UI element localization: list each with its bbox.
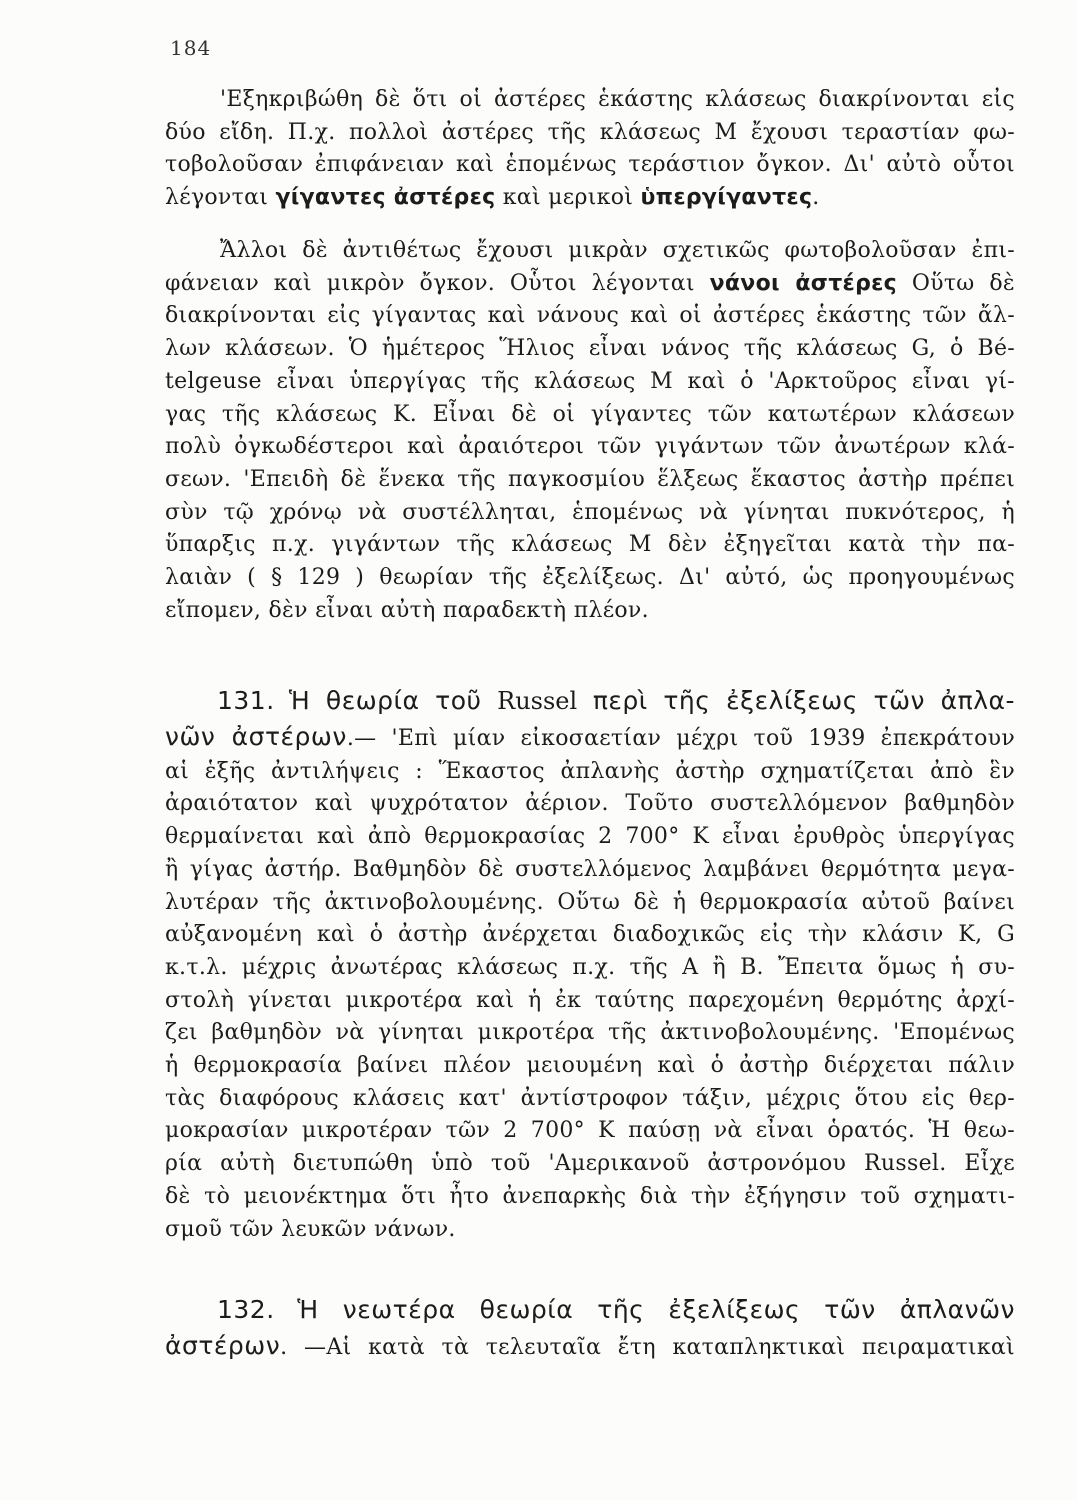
text-line: telgeuse εἶναι ὑπεργίγας τῆς κλάσεως Μ καὶ ὁ 'Αρκτοῦρος εἶναι γί- — [165, 368, 1015, 394]
text-line: τὰς διαφόρους κλάσεις κατ' ἀντίστροφον τάξιν, μέχρις ὅτου εἰς θερ- — [165, 1085, 1015, 1111]
section-heading — [165, 683, 1015, 721]
text-line: σμοῦ τῶν λευκῶν νάνων. — [165, 1216, 456, 1242]
heading-text: ἀστέρων — [165, 1331, 281, 1360]
text-line — [165, 182, 1015, 215]
text-line: κ.τ.λ. μέχρις ἀνωτέρας κλάσεως π.χ. τῆς Α ἢ Β. Ἔπειτα ὅμως ἡ συ- — [165, 954, 1015, 980]
text-line: δὲ τὸ μειονέκτημα ὅτι ἦτο ἀνεπαρκὴς διὰ τὴν ἐξήγησιν τοῦ σχηματι- — [165, 1183, 1015, 1209]
section-number: 132. — [217, 1295, 275, 1324]
text-line: σὺν τῷ χρόνῳ νὰ συστέλληται, ἑπομένως νὰ γίνηται πυκνότερος, ἡ — [165, 499, 1015, 525]
page-number: 184 — [170, 36, 212, 60]
text-line — [165, 721, 1015, 756]
text-line: αὐξανομένη καὶ ὁ ἀστὴρ ἀνέρχεται διαδοχικῶς εἰς τὴν κλάσιν Κ, G — [165, 922, 1015, 948]
text-line: στολὴ γίνεται μικροτέρα καὶ ἡ ἐκ ταύτης παρεχομένη θερμότης ἀρχί- — [165, 987, 1015, 1013]
paragraph-dwarfs — [165, 235, 1015, 627]
term-dwarf-stars: νάνοι ἀστέρες — [709, 270, 898, 296]
section-131 — [165, 683, 1015, 1246]
text-line: ἀραιότατον καὶ ψυχρότατον ἀέριον. Τοῦτο συστελλόμενον βαθμηδὸν — [165, 791, 1015, 817]
text-line — [165, 268, 1015, 301]
text-line — [165, 1330, 1015, 1365]
text-line: πολὺ ὀγκωδέστεροι καὶ ἀραιότεροι τῶν γιγάντων τῶν ἀνωτέρων κλά- — [165, 434, 1015, 460]
text-line: θερμαίνεται καὶ ἀπὸ θερμοκρασίας 2 700° Κ εἶναι ἐρυθρὸς ὑπεργίγας — [165, 824, 1015, 850]
term-giant-stars: γίγαντες ἀστέρες — [275, 185, 496, 211]
section-heading — [165, 1292, 1015, 1330]
text-line: ἡ θερμοκρασία βαίνει πλέον μειουμένη καὶ ὁ ἀστὴρ διέρχεται πάλιν — [165, 1053, 1015, 1079]
text-line: σεων. 'Επειδὴ δὲ ἕνεκα τῆς παγκοσμίου ἕλξεως ἕκαστος ἀστὴρ πρέπει — [165, 466, 1015, 492]
text-fragment: . — [812, 185, 820, 211]
heading-text: Ἡ θεωρία τοῦ — [288, 686, 498, 715]
text-line: ὕπαρξις π.χ. γιγάντων τῆς κλάσεως Μ δὲν ἐξηγεῖται κατὰ τὴν πα- — [165, 532, 1015, 558]
paragraph-giants — [165, 84, 1015, 215]
text-line: γας τῆς κλάσεως Κ. Εἶναι δὲ οἱ γίγαντες τῶν κατωτέρων κλάσεων — [165, 401, 1015, 427]
text-line: δύο εἴδη. Π.χ. πολλοὶ ἀστέρες τῆς κλάσεως Μ ἔχουσι τεραστίαν φω- — [165, 119, 1015, 145]
text-line: μοκρασίαν μικροτέραν τῶν 2 700° Κ παύσῃ νὰ εἶναι ὁρατός. Ἡ θεω- — [165, 1118, 1015, 1144]
text-line: ἢ γίγας ἀστήρ. Βαθμηδὸν δὲ συστελλόμενος λαμβάνει θερμότητα μεγα- — [165, 856, 1015, 882]
text-line: ρία αὐτὴ διετυπώθη ὑπὸ τοῦ 'Αμερικανοῦ ἀστρονόμου Russel. Εἶχε — [165, 1151, 1015, 1177]
text-line: τοβολοῦσαν ἐπιφάνειαν καὶ ἑπομένως τεράστιον ὄγκον. Δι' αὐτὸ οὗτοι — [165, 152, 1015, 178]
text-line: λαιὰν ( § 129 ) θεωρίαν τῆς ἐξελίξεως. Δι' αὐτό, ὡς προηγουμένως — [165, 565, 1015, 591]
text-fragment: λέγονται — [165, 185, 276, 211]
section-number: 131. — [217, 686, 275, 715]
heading-text: περὶ τῆς ἐξελίξεως τῶν ἀπλα- — [577, 686, 1015, 715]
text-fragment: . —Αἱ κατὰ τὰ τελευταῖα ἔτη καταπληκτικαὶ πειραματικαὶ — [280, 1335, 1015, 1360]
term-supergiants: ὑπεργίγαντες — [640, 185, 813, 211]
text-line: Ἄλλοι δὲ ἀντιθέτως ἔχουσι μικρὰν σχετικῶς φωτοβολοῦσαν ἐπι- — [220, 238, 1015, 263]
text-line: λυτέραν τῆς ἀκτινοβολουμένης. Οὕτω δὲ ἡ θερμοκρασία αὐτοῦ βαίνει — [165, 889, 1015, 915]
text-line: 'Εξηκριβώθη δὲ ὅτι οἱ ἀστέρες ἑκάστης κλάσεως διακρίνονται εἰς — [220, 87, 1015, 112]
text-line: λων κλάσεων. Ὁ ἡμέτερος Ἥλιος εἶναι νάνος τῆς κλάσεως G, ὁ Bé- — [165, 336, 1015, 362]
text-line: ζει βαθμηδὸν νὰ γίνηται μικροτέρα τῆς ἀκτινοβολουμένης. 'Επομένως — [165, 1020, 1015, 1046]
text-line: αἱ ἑξῆς ἀντιλήψεις : Ἕκαστος ἀπλανὴς ἀστὴρ σχηματίζεται ἀπὸ ἓν — [165, 758, 1015, 784]
section-132 — [165, 1292, 1015, 1365]
text-line: διακρίνονται εἰς γίγαντας καὶ νάνους καὶ οἱ ἀστέρες ἑκάστης τῶν ἄλ- — [165, 303, 1015, 329]
text-fragment: καὶ μερικοὶ — [495, 185, 641, 211]
text-fragment: Οὕτω δὲ — [897, 270, 1015, 296]
text-fragment: φάνειαν καὶ μικρὸν ὄγκον. Οὗτοι λέγονται — [165, 270, 710, 296]
text-line: εἴπομεν, δὲν εἶναι αὐτὴ παραδεκτὴ πλέον. — [165, 597, 649, 623]
heading-text: Ἡ νεωτέρα θεωρία τῆς ἐξελίξεως τῶν ἀπλανῶν — [297, 1295, 1015, 1324]
heading-text: νῶν ἀστέρων — [165, 722, 347, 751]
heading-name: Russel — [497, 687, 578, 715]
text-fragment: .— 'Επὶ μίαν εἰκοσαετίαν μέχρι τοῦ 1939 ἐπεκράτουν — [346, 726, 1015, 751]
